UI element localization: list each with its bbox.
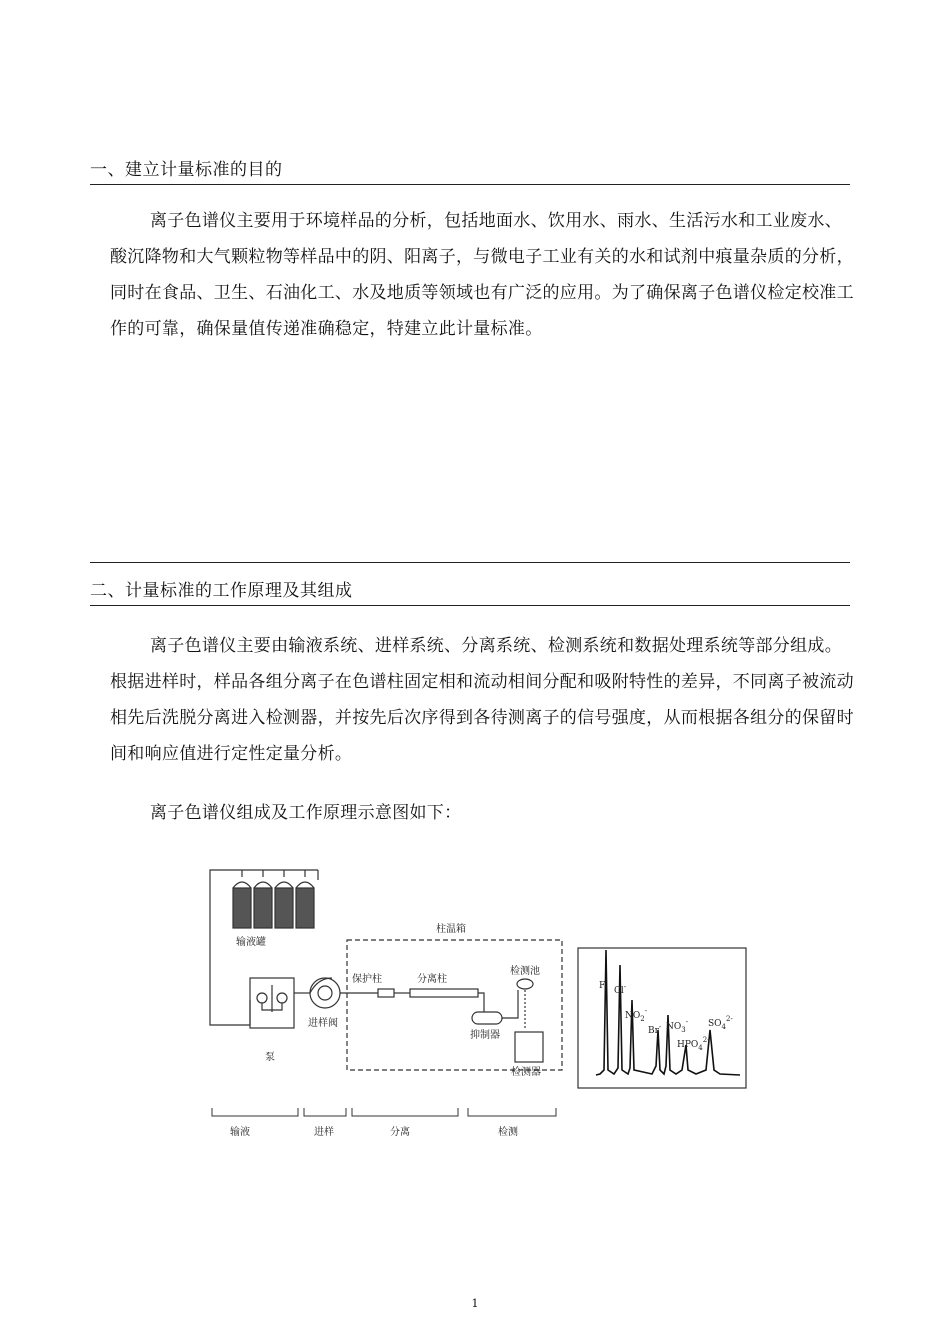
detector-cell [517, 979, 533, 989]
detector-box [515, 1032, 543, 1062]
label-separation-column: 分离柱 [417, 974, 447, 985]
section-2-heading: 二、计量标准的工作原理及其组成 [90, 576, 850, 606]
peak-label-no2: $NO_2^-$ [625, 1007, 648, 1023]
peak-label-so4: $SO_4^{2-}$ [708, 1015, 733, 1031]
section-1-heading: 一、建立计量标准的目的 [90, 155, 850, 185]
label-suppressor: 抑制器 [470, 1030, 500, 1041]
suppressor [472, 1012, 502, 1024]
separation-column [410, 989, 478, 997]
section-2-top-rule [90, 562, 850, 563]
stage-label-delivery: 输液 [230, 1127, 250, 1138]
chromatogram-frame [578, 948, 746, 1088]
ion-chromatograph-diagram [200, 860, 760, 1150]
label-detector: 检测器 [511, 1067, 541, 1078]
label-detector-cell: 检测池 [510, 966, 540, 977]
label-pump: 泵 [265, 1052, 275, 1063]
label-oven: 柱温箱 [436, 924, 466, 935]
peak-label-cl: Cl- [614, 983, 627, 996]
section-1-paragraph: 离子色谱仪主要用于环境样品的分析，包括地面水、饮用水、雨水、生活污水和工业废水、酸沉降物和大气颗粒物等样品中的阴、阳离子，与微电子工业有关的水和试剂中痕量杂质的分析，同时在食品、卫生、石油化工、水及地质等领域也有广泛的应用。为了确保离子色谱仪检定校准工作的可靠，确保量值传递准确稳定，特建立此计量标准。 [110, 211, 854, 339]
stage-label-separation: 分离 [390, 1127, 410, 1138]
stage-label-detection: 检测 [498, 1127, 518, 1138]
column-oven [347, 940, 562, 1070]
peak-label-f: F- [599, 978, 608, 991]
reservoir-bottles [233, 870, 314, 928]
label-reservoir: 输液罐 [236, 937, 266, 948]
diagram-caption: 离子色谱仪组成及工作原理示意图如下： [150, 803, 462, 823]
chromatogram-trace [596, 950, 740, 1075]
guard-column [378, 989, 394, 997]
page-number: 1 [471, 1297, 479, 1310]
section-2-paragraph: 离子色谱仪主要由输液系统、进样系统、分离系统、检测系统和数据处理系统等部分组成。根据进样时，样品各组分离子在色谱柱固定相和流动相间分配和吸附特性的差异，不同离子被流动相先后洗脱分离进入检测器，并按先后次序得到各待测离子的信号强度，从而根据各组分的保留时间和响应值进行定性定量分析。 [110, 636, 854, 764]
pump-head-left [257, 993, 267, 1003]
label-injector: 进样阀 [308, 1018, 338, 1029]
peak-label-hpo4: $HPO_4^{2-}$ [677, 1036, 710, 1052]
stage-brackets [212, 1108, 556, 1116]
peak-label-no3: $NO_3^-$ [666, 1018, 689, 1034]
stage-label-injection: 进样 [314, 1127, 334, 1138]
peak-label-br: Br- [648, 1023, 662, 1036]
pump-head-right [277, 993, 287, 1003]
injector-valve [310, 978, 340, 1008]
label-guard-column: 保护柱 [352, 974, 382, 985]
